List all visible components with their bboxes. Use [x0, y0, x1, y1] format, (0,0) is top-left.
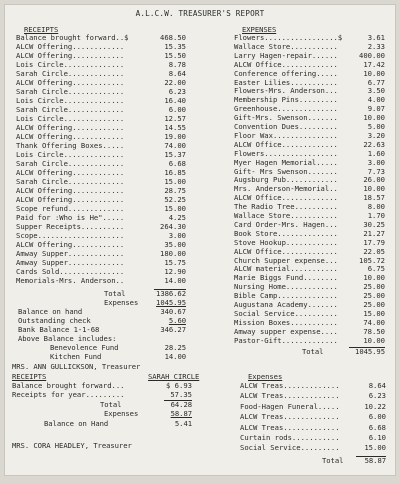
expense-row-label: Myer Hagen Memorial.....	[234, 157, 338, 167]
sarah-expense-row-label: Food-Hagen Funeral.....	[240, 401, 340, 411]
expense-row-label: ALCW material...........	[234, 264, 338, 274]
expense-row	[234, 248, 385, 256]
expense-row-label: ALCW Office.............	[234, 59, 338, 69]
expense-row-amount: 30.25	[363, 219, 385, 229]
receipt-row-amount: 52.25	[164, 195, 186, 204]
sarah-expense-row-label: ALCW Treas.............	[240, 422, 340, 432]
receipt-row	[16, 151, 186, 159]
receipt-row	[16, 97, 186, 105]
expense-row	[234, 274, 385, 282]
sarah-receipt-row	[12, 382, 192, 390]
receipt-row	[16, 61, 186, 69]
sarah-expense-row-label: ALCW Treas.............	[240, 412, 340, 422]
receipt-row-amount: 3.00	[168, 231, 186, 240]
expense-row-label: Book Store..............	[234, 228, 338, 238]
receipt-row-label: Sarah Circle.............	[16, 105, 125, 114]
receipt-row-amount: 12.57	[164, 114, 186, 123]
expense-row-label: The Radio Tree..........	[234, 202, 338, 212]
sarah-expense-row	[240, 382, 386, 390]
expense-row	[234, 52, 385, 60]
receipt-row-label: ALCW Offering............	[16, 186, 125, 195]
expense-row-label: Gift-Mrs. Swenson.......	[234, 113, 338, 123]
sarah-expense-row-amount: 6.68	[368, 422, 386, 432]
receipt-row	[16, 196, 186, 204]
expense-row-amount: 1.60	[367, 148, 385, 158]
receipt-row-amount: 15.75	[164, 258, 186, 267]
receipt-row-amount: 8.78	[168, 60, 186, 69]
expense-row-amount: 7.73	[367, 166, 385, 176]
expense-row-amount: 6.77	[367, 77, 385, 87]
expense-row	[234, 194, 385, 202]
expense-row-amount: 10.00	[363, 68, 385, 78]
expense-row-amount: 2.33	[367, 41, 385, 51]
receipt-row-label: Amway Supper.............	[16, 249, 125, 258]
expense-row-label: Pastor-Gift.............	[234, 335, 338, 345]
sarah-receipts-header: RECEIPTS	[12, 372, 47, 381]
expense-row-label: Card Order-Mrs. Hagen...	[234, 219, 338, 229]
receipt-row-amount: 264.30	[160, 222, 186, 231]
expense-row	[234, 43, 385, 51]
receipt-row-amount: 35.00	[164, 240, 186, 249]
receipt-row	[16, 187, 186, 195]
expense-row-amount: 22.05	[363, 246, 385, 256]
receipt-row	[16, 205, 186, 213]
expense-row-amount: 400.00	[359, 50, 385, 60]
receipt-row-amount: 28.75	[164, 186, 186, 195]
expense-row-amount: 1.70	[367, 211, 385, 220]
expense-row-label: Convention Dues.........	[234, 122, 338, 131]
expense-row	[234, 114, 385, 122]
expense-row	[234, 221, 385, 229]
receipt-row	[16, 124, 186, 132]
sarah-circle-header: SARAH CIRCLE	[148, 372, 200, 381]
sarah-treasurer-signature: MRS. CORA HEADLEY, Treasurer	[12, 441, 132, 450]
expense-row-label: ALCW Office.............	[234, 193, 338, 203]
receipt-row-amount: 19.00	[164, 132, 186, 141]
expense-row	[234, 123, 385, 131]
receipt-row-label: Sarah Circle.............	[16, 159, 125, 168]
expense-row-amount: 25.00	[363, 282, 385, 292]
receipt-row	[16, 106, 186, 114]
kitchen-fund-value: 14.00	[164, 352, 186, 361]
receipt-row-amount: 15.35	[164, 42, 186, 51]
expense-row-label: Wallace Store...........	[234, 211, 338, 220]
receipt-row-amount: 180.00	[160, 249, 186, 258]
sarah-expenses-total-value: 58.87	[364, 456, 386, 465]
above-balance-label: Above Balance includes:	[18, 334, 117, 343]
receipts-header: RECEIPTS	[24, 25, 59, 34]
receipt-row	[16, 52, 186, 60]
receipt-row-label: Lois Circle..............	[16, 114, 125, 123]
sarah-expense-row-amount: 6.23	[368, 391, 386, 401]
expense-row	[234, 310, 385, 318]
receipt-row	[16, 160, 186, 168]
sarah-expense-row-amount: 8.64	[368, 381, 386, 390]
sarah-expense-row-amount: 10.22	[364, 401, 386, 411]
expense-row-amount: 5.00	[367, 122, 385, 131]
expense-row	[234, 61, 385, 69]
sarah-expense-row-label: ALCW Treas.............	[240, 391, 340, 401]
expense-row	[234, 150, 385, 158]
receipt-row-amount: 6.23	[168, 87, 186, 96]
receipt-row-label: Amway Supper.............	[16, 258, 125, 267]
expense-row-amount: 78.50	[363, 326, 385, 336]
sarah-total-label: Total	[100, 400, 122, 409]
receipt-row	[16, 277, 186, 285]
receipt-row-label: Lois Circle..............	[16, 150, 125, 159]
expense-row-label: Augsburg Pub............	[234, 175, 338, 185]
receipt-row	[16, 34, 186, 42]
expense-row-amount: 25.00	[363, 300, 385, 309]
sarah-expense-row-label: Social Service.........	[240, 443, 340, 453]
expense-row-label: Church Supper expense...	[234, 255, 338, 265]
outstanding-check-value: 5.60	[168, 316, 186, 325]
expense-row	[234, 337, 385, 345]
sarah-receipt-row-label: Balance brought forward...	[12, 381, 125, 390]
receipt-row-amount: 6.68	[168, 159, 186, 168]
expense-row-label: Wallace Store...........	[234, 41, 338, 51]
receipt-row-amount: 12.90	[164, 267, 186, 276]
receipt-row-label: Lois Circle..............	[16, 96, 125, 105]
sarah-on-hand-value: 5.41	[174, 419, 192, 428]
sarah-expense-row	[240, 413, 386, 421]
expense-row	[234, 70, 385, 78]
expense-row-amount: 3.61	[367, 33, 385, 42]
receipt-row-label: Supper Receipts..........	[16, 222, 125, 231]
expense-row-label: Stove Hookup............	[234, 237, 338, 247]
receipt-row-amount: 15.00	[164, 204, 186, 213]
expense-row	[234, 34, 385, 42]
sarah-expenses-header: Expenses	[248, 372, 283, 381]
receipt-row-amount: 468.50	[160, 33, 186, 42]
treasurer-signature: MRS. ANN GULLICKSON, Treasurer	[12, 362, 141, 371]
sarah-expenses-total-label: Total	[322, 456, 344, 465]
expense-row-amount: 17.79	[363, 237, 385, 247]
expense-row	[234, 141, 385, 149]
expense-row	[234, 319, 385, 327]
receipt-row-label: ALCW Offering............	[16, 51, 125, 60]
expense-row-amount: 25.00	[363, 291, 385, 301]
sarah-receipt-row-amount: 57.35	[170, 390, 192, 399]
expenses-sum-value: 1045.95	[156, 298, 186, 307]
receipt-row-amount: 15.50	[164, 51, 186, 60]
expense-row-amount: 8.00	[367, 202, 385, 212]
kitchen-fund-label: Kitchen Fund	[50, 352, 102, 361]
receipt-row-label: Scope....................	[16, 231, 125, 240]
receipt-row-label: ALCW Offering............	[16, 78, 125, 87]
expense-row-label: Easter Lilies...........	[234, 77, 338, 87]
expenses-total-label: Total	[302, 347, 324, 356]
receipt-row	[16, 169, 186, 177]
receipt-row-amount: 4.25	[168, 213, 186, 222]
balance-on-hand-value: 340.67	[160, 307, 186, 316]
receipt-row-amount: 22.00	[164, 78, 186, 87]
expense-row-amount: 10.00	[363, 273, 385, 283]
receipt-row-label: ALCW Offering............	[16, 195, 125, 204]
receipt-row	[16, 259, 186, 267]
expense-row-label: Flowers-Mrs. Anderson...	[234, 86, 338, 96]
receipt-row	[16, 142, 186, 150]
expense-row-label: Social Service..........	[234, 308, 338, 318]
expense-row-amount: 18.57	[363, 193, 385, 203]
sarah-expense-row	[240, 424, 386, 432]
sarah-expense-row	[240, 434, 386, 442]
sarah-expense-row-label: ALCW Treas.............	[240, 381, 340, 390]
receipt-row-label: Sarah Circle.............	[16, 177, 125, 186]
expenses-header: EXPENSES	[242, 25, 277, 34]
expense-row-label: Bible Camp..............	[234, 291, 338, 301]
receipt-row-label: ALCW Offering............	[16, 132, 125, 141]
receipt-row-amount: 74.00	[164, 141, 186, 150]
expense-row	[234, 96, 385, 104]
receipt-row-amount: 15.00	[164, 177, 186, 186]
receipts-total-value: 1386.62	[156, 289, 186, 298]
receipt-row-amount: 6.00	[168, 105, 186, 114]
expense-row-label: Floor Wax...............	[234, 130, 338, 140]
expense-row-label: Gift- Mrs Swenson.......	[234, 166, 338, 176]
expense-row-label: Flowers.................$	[234, 33, 343, 42]
receipt-row-amount: 16.85	[164, 168, 186, 177]
expense-row-amount: 74.00	[363, 317, 385, 327]
report-title: A.L.C.W. TREASURER'S REPORT	[135, 9, 265, 18]
expense-row-label: Amway supper expense....	[234, 326, 338, 336]
balance-on-hand-label: Balance on hand	[18, 307, 83, 316]
expense-row-amount: 6.75	[367, 264, 385, 274]
receipt-row	[16, 70, 186, 78]
receipt-row-amount: 8.64	[168, 69, 186, 78]
sarah-on-hand-label: Balance on Hand	[44, 419, 109, 428]
receipt-row-label: ALCW Offering............	[16, 168, 125, 177]
expense-row-amount: 3.20	[367, 130, 385, 140]
outstanding-check-label: Outstanding check	[18, 316, 91, 325]
expense-row	[234, 168, 385, 176]
receipt-row-label: Scope refund.............	[16, 204, 125, 213]
benevolence-label: Benevolence Fund	[50, 343, 119, 352]
receipt-row	[16, 178, 186, 186]
expense-row-amount: 21.27	[363, 228, 385, 238]
sarah-total-value: 64.28	[170, 400, 192, 409]
expense-row-label: Mission Boxes...........	[234, 317, 338, 327]
receipt-row-label: Sarah Circle.............	[16, 87, 125, 96]
expense-row	[234, 257, 385, 265]
receipt-row	[16, 115, 186, 123]
receipt-row	[16, 214, 186, 222]
receipt-row-label: Balance brought forward..$	[16, 33, 129, 42]
expense-row-amount: 10.00	[363, 184, 385, 194]
receipt-row-amount: 14.55	[164, 123, 186, 132]
expense-row-label: Marie Biggs Fund........	[234, 273, 338, 283]
report-page	[4, 4, 396, 476]
expense-row	[234, 87, 385, 95]
expense-row	[234, 212, 385, 220]
receipt-row	[16, 133, 186, 141]
sarah-receipt-row-amount: $ 6.93	[166, 381, 192, 390]
receipt-row-label: Cards Sold...............	[16, 267, 125, 276]
expenses-sum-label: Expenses	[104, 298, 139, 307]
sarah-expense-row-amount: 6.00	[368, 412, 386, 422]
expense-row	[234, 79, 385, 87]
receipt-row	[16, 43, 186, 51]
sarah-expenses-value: 58.87	[170, 409, 192, 418]
expense-row-label: Nursing Home............	[234, 282, 338, 292]
expense-row-amount: 17.42	[363, 59, 385, 69]
sarah-expense-row-amount: 15.00	[364, 443, 386, 453]
expense-row	[234, 230, 385, 238]
sarah-expenses-label: Expenses	[104, 409, 139, 418]
bank-balance-value: 346.27	[160, 325, 186, 334]
expense-row-amount: 105.72	[359, 255, 385, 265]
expense-row-label: ALCW Office.............	[234, 246, 338, 256]
expense-row-label: Larry Hagen-repair......	[234, 50, 338, 60]
expense-row-amount: 3.50	[367, 86, 385, 96]
sarah-expense-row	[240, 392, 386, 400]
receipt-row	[16, 232, 186, 240]
receipt-row-amount: 16.40	[164, 96, 186, 105]
sarah-expense-row	[240, 403, 386, 411]
receipt-row-label: ALCW Offering............	[16, 42, 125, 51]
receipt-row-label: Paid for :Who is He".....	[16, 213, 125, 222]
expense-row	[234, 301, 385, 309]
expense-row	[234, 185, 385, 193]
expense-row	[234, 292, 385, 300]
expense-row-amount: 10.00	[363, 335, 385, 345]
receipt-row-label: ALCW Offering............	[16, 240, 125, 249]
receipt-row	[16, 250, 186, 258]
expense-row-amount: 22.63	[363, 139, 385, 149]
receipt-row	[16, 88, 186, 96]
expense-row-label: ALCW Office.............	[234, 139, 338, 149]
receipt-row-amount: 15.37	[164, 150, 186, 159]
bank-balance-label: Bank Balance 1-1-68	[18, 325, 100, 334]
expense-row	[234, 328, 385, 336]
expense-row-amount: 3.00	[367, 157, 385, 167]
expense-row-amount: 26.00	[363, 175, 385, 185]
expense-row	[234, 176, 385, 184]
sarah-expense-row	[240, 444, 386, 452]
expense-row	[234, 283, 385, 291]
expense-row	[234, 132, 385, 140]
expense-row-label: Mrs. Anderson-Memorial..	[234, 184, 338, 194]
expense-row-amount: 10.00	[363, 113, 385, 123]
expense-row	[234, 265, 385, 273]
benevolence-value: 28.25	[164, 343, 186, 352]
expense-row-label: Membership Pins.........	[234, 95, 338, 105]
sarah-receipt-row-label: Receipts for year.........	[12, 390, 125, 399]
expenses-total-value: 1045.95	[355, 347, 385, 356]
expense-row-amount: 15.00	[363, 308, 385, 318]
receipt-row	[16, 223, 186, 231]
receipt-row-label: Thank Offering Boxes.....	[16, 141, 125, 150]
receipt-row	[16, 241, 186, 249]
receipts-total-label: Total	[104, 289, 126, 298]
receipt-row	[16, 268, 186, 276]
expense-row	[234, 105, 385, 113]
expense-row-label: Flowers.................	[234, 148, 338, 158]
sarah-expense-row-amount: 6.10	[368, 433, 386, 442]
expense-row	[234, 239, 385, 247]
expense-row-label: Augustana Academy.......	[234, 300, 338, 309]
expense-row	[234, 203, 385, 211]
receipt-row-label: Memorials-Mrs. Anderson..	[16, 276, 125, 285]
sarah-receipt-row	[12, 391, 192, 399]
receipt-row-label: ALCW Offering............	[16, 123, 125, 132]
expense-row-label: Conference offering.....	[234, 68, 338, 78]
receipt-row-label: Sarah Circle.............	[16, 69, 125, 78]
expense-row-amount: 4.00	[367, 95, 385, 105]
sarah-expense-row-label: Curtain rods...........	[240, 433, 340, 442]
expense-row	[234, 159, 385, 167]
expense-row-label: Greenhouse..............	[234, 104, 338, 114]
receipt-row	[16, 79, 186, 87]
receipt-row-label: Lois Circle..............	[16, 60, 125, 69]
receipt-row-amount: 14.00	[164, 276, 186, 285]
expense-row-amount: 9.07	[367, 104, 385, 114]
